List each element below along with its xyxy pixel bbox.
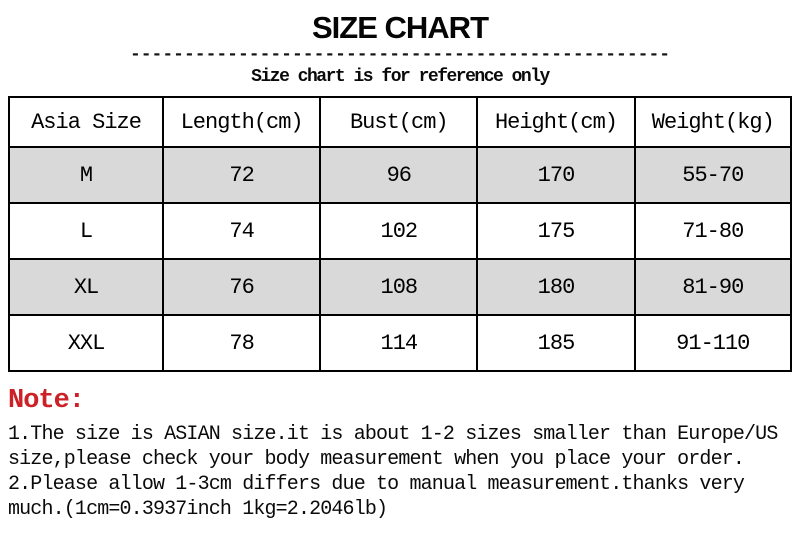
cell-size: XL xyxy=(9,259,163,315)
cell-bust: 108 xyxy=(320,259,477,315)
cell-height: 180 xyxy=(477,259,634,315)
cell-weight: 81-90 xyxy=(635,259,791,315)
cell-size: XXL xyxy=(9,315,163,371)
cell-weight: 71-80 xyxy=(635,203,791,259)
page-title: SIZE CHART xyxy=(312,10,488,45)
dashed-separator: -------------------------------------------------- xyxy=(129,48,671,64)
cell-length: 72 xyxy=(163,147,320,203)
cell-bust: 102 xyxy=(320,203,477,259)
reference-subtitle: Size chart is for reference only xyxy=(251,67,549,87)
size-table-header xyxy=(9,97,791,147)
note-line-3: 2.Please allow 1-3cm differs due to manual measurement.thanks very xyxy=(8,473,745,496)
cell-size: M xyxy=(9,147,163,203)
cell-length: 76 xyxy=(163,259,320,315)
header-cell-height: Height(cm) xyxy=(477,97,634,147)
note-line-1: 1.The size is ASIAN size.it is about 1-2 sizes smaller than Europe/US xyxy=(8,423,778,446)
table-row-l xyxy=(9,203,791,259)
cell-length: 78 xyxy=(163,315,320,371)
header-cell-asia-size: Asia Size xyxy=(9,97,163,147)
cell-height: 185 xyxy=(477,315,634,371)
table-row-xxl xyxy=(9,315,791,371)
header-cell-bust: Bust(cm) xyxy=(320,97,477,147)
cell-bust: 96 xyxy=(320,147,477,203)
cell-size: L xyxy=(9,203,163,259)
cell-height: 175 xyxy=(477,203,634,259)
note-section xyxy=(8,386,792,522)
cell-weight: 91-110 xyxy=(635,315,791,371)
table-row-m xyxy=(9,147,791,203)
cell-length: 74 xyxy=(163,203,320,259)
header-cell-length: Length(cm) xyxy=(163,97,320,147)
header-row xyxy=(9,97,791,147)
size-table xyxy=(8,96,792,372)
table-row-xl xyxy=(9,259,791,315)
cell-height: 170 xyxy=(477,147,634,203)
note-line-2: size,please check your body measurement when you place your order. xyxy=(8,448,745,471)
cell-bust: 114 xyxy=(320,315,477,371)
note-heading: Note: xyxy=(8,386,85,416)
size-table-body xyxy=(9,147,791,371)
cell-weight: 55-70 xyxy=(635,147,791,203)
note-line-4: much.(1cm=0.3937inch 1kg=2.2046lb) xyxy=(8,498,388,521)
header-cell-weight: Weight(kg) xyxy=(635,97,791,147)
